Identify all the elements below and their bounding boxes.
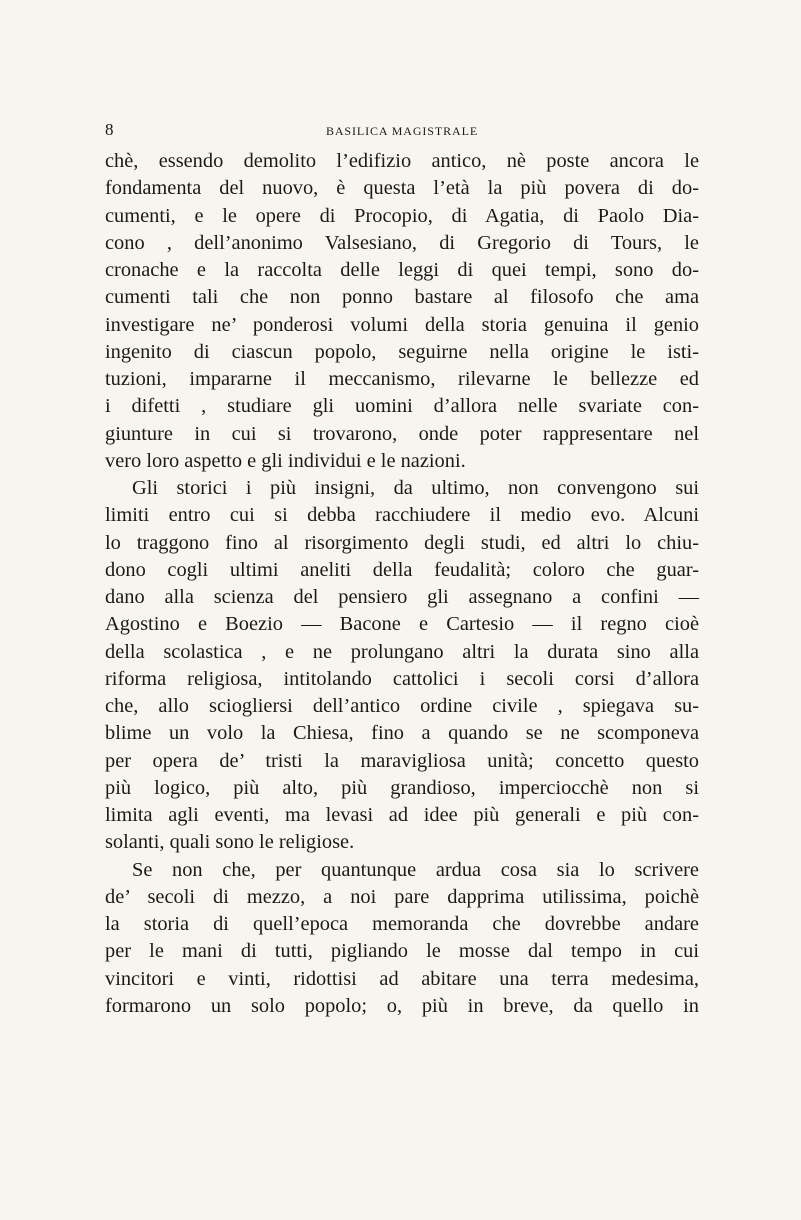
text-line: Agostino e Boezio — Bacone e Cartesio — il regno cioè xyxy=(105,613,699,636)
body-text xyxy=(105,148,699,1020)
page-number: 8 xyxy=(105,120,114,139)
text-line: de’ secoli di mezzo, a noi pare dapprima utilissima, poichè xyxy=(105,885,699,908)
text-line: giunture in cui si trovarono, onde poter rappresentare nel xyxy=(105,422,699,445)
page-header xyxy=(105,120,699,140)
text-line: la storia di quell’epoca memoranda che dovrebbe andare xyxy=(105,913,699,935)
text-line: formarono un solo popolo; o, più in breve, da quello in xyxy=(105,994,699,1017)
text-line: lo traggono fino al risorgimento degli studi, ed altri lo chiu- xyxy=(105,531,699,554)
text-line: ingenito di ciascun popolo, seguirne nella origine le isti- xyxy=(105,340,699,363)
text-line: Se non che, per quantunque ardua cosa sia lo scrivere xyxy=(132,858,699,881)
text-line: dono cogli ultimi aneliti della feudalità; coloro che guar- xyxy=(105,558,699,581)
text-line: che, allo sciogliersi dell’antico ordine civile , spiegava su- xyxy=(105,695,699,717)
text-line: cumenti tali che non ponno bastare al filosofo che ama xyxy=(105,286,699,309)
text-line: cumenti, e le opere di Procopio, di Agatia, di Paolo Dia- xyxy=(105,204,699,227)
running-title: BASILICA MAGISTRALE xyxy=(325,124,479,138)
text-line: vincitori e vinti, ridottisi ad abitare una terra medesima, xyxy=(105,967,699,990)
text-line: investigare ne’ ponderosi volumi della storia genuina il genio xyxy=(105,313,699,336)
text-line: della scolastica , e ne prolungano altri la durata sino alla xyxy=(105,640,699,663)
text-line: per opera de’ tristi la maravigliosa unità; concetto questo xyxy=(105,749,699,772)
text-line: chè, essendo demolito l’edifizio antico, nè poste ancora le xyxy=(105,150,699,172)
text-line: fondamenta del nuovo, è questa l’età la più povera di do- xyxy=(105,177,699,200)
text-line: i difetti , studiare gli uomini d’allora nelle svariate con- xyxy=(105,395,699,418)
text-line: Gli storici i più insigni, da ultimo, non convengono sui xyxy=(132,477,699,499)
text-line: limita agli eventi, ma levasi ad idee più generali e più con- xyxy=(105,804,699,826)
text-line: vero loro aspetto e gli individui e le nazioni. xyxy=(105,449,466,472)
text-line: riforma religiosa, intitolando cattolici i secoli corsi d’allora xyxy=(105,667,699,690)
text-line: cono , dell’anonimo Valsesiano, di Gregorio di Tours, le xyxy=(105,231,699,254)
text-line: limiti entro cui si debba racchiudere il medio evo. Alcuni xyxy=(105,504,699,527)
text-line: cronache e la raccolta delle leggi di quei tempi, sono do- xyxy=(105,259,699,281)
text-line: tuzioni, impararne il meccanismo, rilevarne le bellezze ed xyxy=(105,368,699,390)
text-line: solanti, quali sono le religiose. xyxy=(105,831,355,854)
text-line: blime un volo la Chiesa, fino a quando se ne scomponeva xyxy=(105,722,699,745)
text-line: dano alla scienza del pensiero gli assegnano a confini — xyxy=(105,586,699,608)
text-line: più logico, più alto, più grandioso, imperciocchè non si xyxy=(105,776,699,799)
text-line: per le mani di tutti, pigliando le mosse dal tempo in cui xyxy=(105,940,699,963)
